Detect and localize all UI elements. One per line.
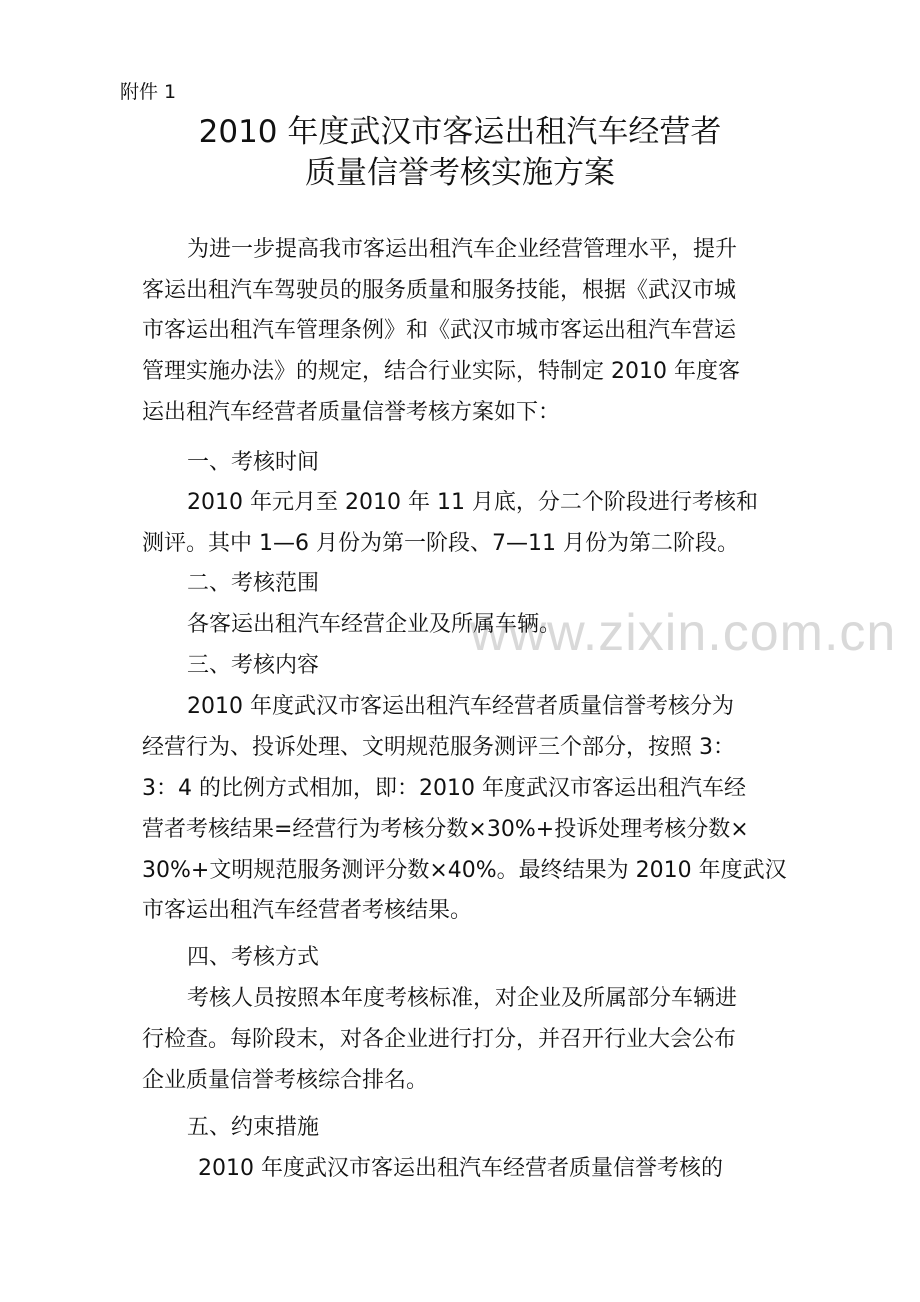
body-line: 经营行为、投诉处理、文明规范服务测评三个部分，按照 3： — [142, 735, 735, 760]
body-line: 营者考核结果=经营行为考核分数×30%+投诉处理考核分数× — [142, 817, 749, 842]
body-line: 2010 年度武汉市客运出租汽车经营者质量信誉考核的 — [198, 1156, 723, 1181]
body-line: 为进一步提高我市客运出租汽车企业经营管理水平，提升 — [187, 237, 738, 262]
watermark: www.zixin.com.cn — [470, 604, 897, 662]
attachment-label: 附件 1 — [120, 81, 177, 103]
document-title-line-2: 质量信誉考核实施方案 — [305, 155, 615, 191]
body-line: 30%+文明规范服务测评分数×40%。最终结果为 2010 年度武汉 — [142, 858, 787, 883]
section-heading-content: 三、考核内容 — [187, 653, 320, 678]
body-line: 市客运出租汽车经营者考核结果。 — [142, 898, 473, 923]
body-line: 各客运出租汽车经营企业及所属车辆。 — [187, 612, 562, 637]
section-heading-scope: 二、考核范围 — [187, 571, 320, 596]
body-line: 测评。其中 1—6 月份为第一阶段、7—11 月份为第二阶段。 — [142, 531, 739, 556]
body-line: 2010 年元月至 2010 年 11 月底，分二个阶段进行考核和 — [187, 490, 758, 515]
body-line: 客运出租汽车驾驶员的服务质量和服务技能，根据《武汉市城 — [142, 278, 737, 303]
body-line: 2010 年度武汉市客运出租汽车经营者质量信誉考核分为 — [187, 694, 734, 719]
section-heading-method: 四、考核方式 — [187, 945, 320, 970]
body-line: 考核人员按照本年度考核标准，对企业及所属部分车辆进 — [187, 986, 738, 1011]
body-line: 管理实施办法》的规定，结合行业实际，特制定 2010 年度客 — [142, 359, 740, 384]
section-heading-constraints: 五、约束措施 — [187, 1115, 320, 1140]
body-line: 运出租汽车经营者质量信誉考核方案如下： — [142, 400, 561, 425]
document-title-line-1: 2010 年度武汉市客运出租汽车经营者 — [198, 114, 722, 150]
body-line: 3：4 的比例方式相加，即：2010 年度武汉市客运出租汽车经 — [142, 776, 746, 801]
section-heading-time: 一、考核时间 — [187, 450, 320, 475]
body-line: 市客运出租汽车管理条例》和《武汉市城市客运出租汽车营运 — [142, 318, 737, 343]
body-line: 行检查。每阶段末，对各企业进行打分，并召开行业大会公布 — [142, 1027, 737, 1052]
body-line: 企业质量信誉考核综合排名。 — [142, 1068, 429, 1093]
